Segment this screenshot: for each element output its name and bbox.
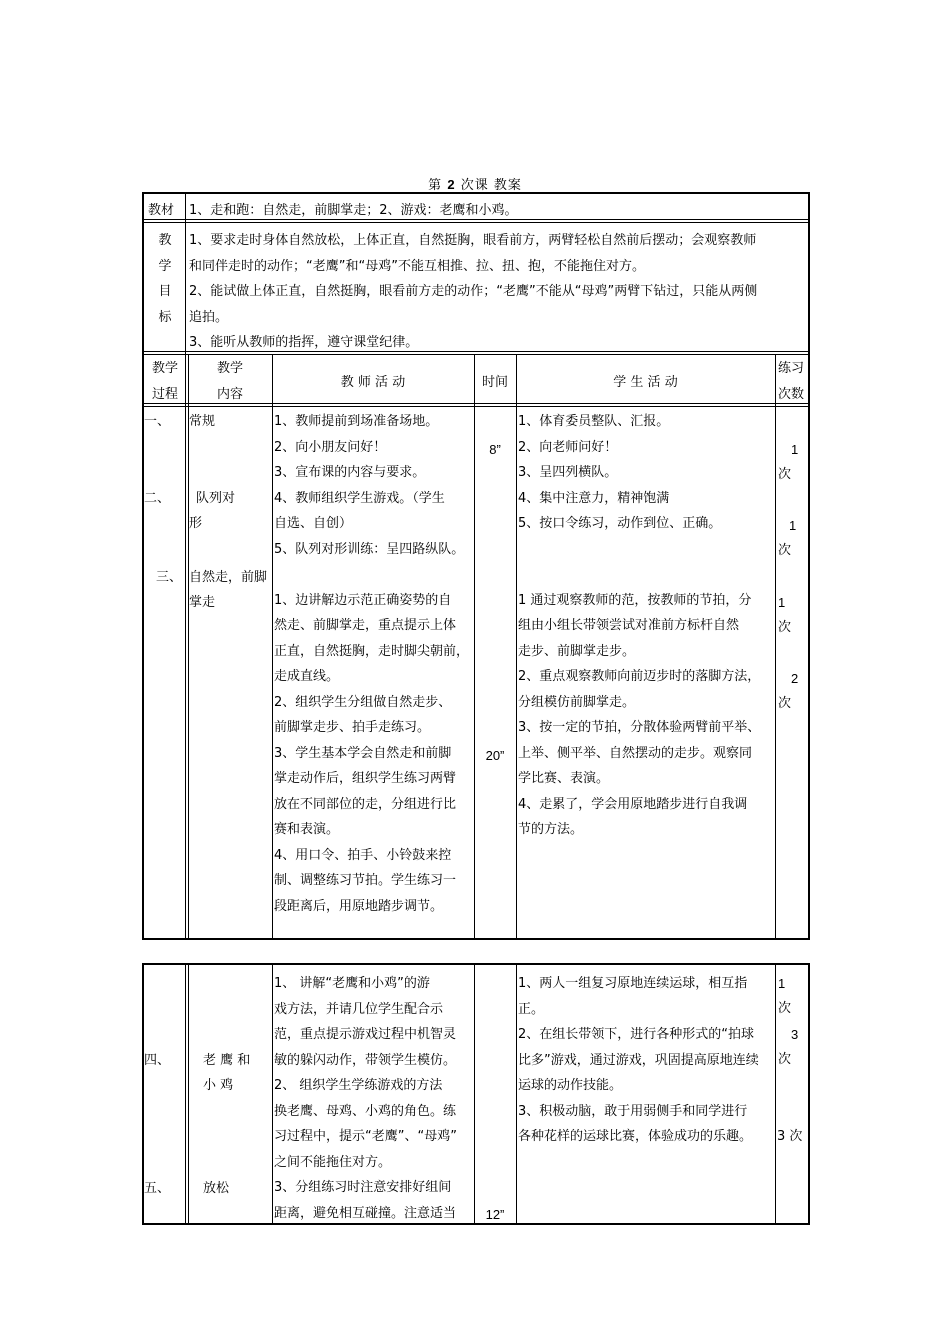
- header-process-line: 教学: [151, 361, 178, 376]
- teacher-line: 段距离后，用原地踏步调节。: [274, 898, 444, 914]
- teacher-line: 换老鹰、母鸡、小鸡的角色。练: [274, 1103, 457, 1119]
- student-line: 比多”游戏，通过游戏，巩固提高原地连续: [518, 1052, 759, 1068]
- teacher-line: 2、向小朋友问好！: [274, 439, 387, 455]
- process-step-3: 三、: [156, 570, 183, 585]
- count-unit: 次: [778, 1001, 792, 1016]
- student-line: 1 通过观察教师的范，按教师的节拍，分: [518, 592, 752, 608]
- divider: [143, 222, 808, 223]
- teacher-line: 5、队列对形训练：呈四路纵队。: [274, 541, 465, 557]
- count-value: 3: [791, 1027, 799, 1042]
- material-label: 教材: [148, 203, 175, 218]
- time-value: 12”: [485, 1207, 505, 1222]
- header-process-line: 过程: [151, 386, 178, 402]
- student-line: 2、重点观察教师向前迈步时的落脚方法，: [518, 669, 761, 684]
- goals-label-char: 学: [158, 258, 172, 274]
- goals-text: [189, 228, 809, 356]
- teacher-line: 正直，自然挺胸，走时脚尖朝前，: [274, 643, 470, 659]
- count-value: 2: [791, 671, 799, 686]
- student-line: 学比赛、表演。: [518, 771, 610, 786]
- content-item: 小 鸡: [203, 1078, 234, 1093]
- goal-line: 3、能听从教师的指挥，遵守课堂纪律。: [189, 335, 419, 350]
- teacher-line: 前脚掌走步、拍手走练习。: [274, 720, 431, 735]
- count-unit: 次: [778, 696, 792, 711]
- student-line: 3、呈四列横队。: [518, 465, 618, 480]
- teacher-line: 2、 组织学生学练游戏的方法: [274, 1078, 443, 1093]
- teacher-line: 3、分组练习时注意安排好组间: [274, 1180, 452, 1195]
- title-suffix: 次课 教案: [460, 178, 522, 193]
- teacher-line: 敏的躲闪动作，带领学生模仿。: [274, 1052, 457, 1068]
- student-line: 2、向老师问好！: [518, 439, 618, 455]
- teacher-line: 之间不能拖住对方。: [274, 1154, 392, 1170]
- goal-line: 1、要求走时身体自然放松，上体正直，自然挺胸，眼看前方，两臂轻松自然前后摆动；会观察教师: [189, 233, 757, 248]
- student-line: 组由小组长带领尝试对准前方标杆自然: [518, 618, 740, 633]
- teacher-activities-1: [274, 409, 478, 919]
- process-step-2: 二、: [144, 491, 171, 506]
- header-content-line: 内容: [216, 386, 243, 402]
- header-time: 时间: [481, 375, 508, 390]
- student-line: 运球的动作技能。: [518, 1078, 623, 1093]
- time-value: 20”: [485, 748, 505, 763]
- count-value: 1: [778, 595, 786, 610]
- divider: [185, 193, 186, 938]
- divider: [188, 964, 189, 1223]
- header-count-line: 次数: [778, 386, 805, 402]
- teacher-line: [274, 562, 478, 588]
- count-value: 1: [789, 518, 797, 533]
- teacher-line: 赛和表演。: [274, 822, 340, 837]
- divider: [272, 964, 273, 1223]
- goals-label-char: 教: [158, 233, 172, 248]
- goals-label-char: 目: [158, 284, 172, 299]
- content-item: 掌走: [189, 595, 216, 610]
- goals-label-char: 标: [158, 309, 172, 325]
- student-line: 1、两人一组复习原地连续运球，相互指: [518, 976, 748, 991]
- teacher-line: 1、边讲解边示范正确姿势的自: [274, 592, 452, 608]
- time-value: 8”: [489, 442, 501, 457]
- teacher-line: 习过程中，提示“老鹰”、“母鸡”: [274, 1129, 457, 1144]
- header-student: 学 生 活 动: [613, 375, 678, 390]
- divider: [188, 354, 189, 938]
- student-line: [518, 537, 780, 563]
- header-content: [188, 356, 272, 407]
- student-line: 4、走累了，学会用原地踏步进行自我调: [518, 796, 748, 812]
- material-text: 1、走和跑：自然走，前脚掌走；2、游戏：老鹰和小鸡。: [189, 203, 518, 218]
- student-line: [518, 562, 780, 588]
- divider: [516, 354, 517, 938]
- student-line: 走步、前脚掌走步。: [518, 643, 636, 659]
- header-count-line: 练习: [778, 361, 805, 376]
- teacher-activities-2: [274, 971, 478, 1226]
- teacher-line: 掌走动作后，组织学生练习两臂: [274, 771, 457, 786]
- teacher-line: 3、宣布课的内容与要求。: [274, 465, 426, 480]
- teacher-line: 1、 讲解“老鹰和小鸡”的游: [274, 976, 430, 991]
- student-activities-1: [518, 409, 780, 843]
- teacher-line: 距离，避免相互碰撞。注意适当: [274, 1205, 457, 1221]
- process-step-4: 四、: [144, 1053, 171, 1068]
- goal-line: 和同伴走时的动作；“老鹰”和“母鸡”不能互相推、拉、扭、抱，不能拖住对方。: [189, 258, 645, 274]
- teacher-line: 戏方法，并请几位学生配合示: [274, 1001, 444, 1017]
- content-item: 形: [189, 516, 203, 531]
- content-item: 老 鹰 和: [203, 1053, 251, 1068]
- student-line: 2、在组长带领下，进行各种形式的“拍球: [518, 1027, 755, 1042]
- content-item: 常规: [189, 414, 216, 429]
- student-line: 4、集中注意力，精神饱满: [518, 490, 670, 506]
- teacher-line: 3、学生基本学会自然走和前脚: [274, 745, 452, 761]
- teacher-line: 1、教师提前到场准备场地。: [274, 414, 439, 429]
- student-line: 各种花样的运球比赛，体验成功的乐趣。: [518, 1129, 753, 1144]
- student-activities-2: [518, 971, 780, 1150]
- teacher-line: 自选、自创）: [274, 516, 353, 531]
- goal-line: 2、能试做上体正直，自然挺胸，眼看前方走的动作；“老鹰”不能从“母鸡”两臂下钻过，只能从两侧: [189, 284, 758, 299]
- content-item: 自然走，前脚: [189, 570, 268, 585]
- count-value: 3 次: [777, 1129, 803, 1144]
- student-line: 分组模仿前脚掌走。: [518, 694, 636, 710]
- teacher-line: 范，重点提示游戏过程中机智灵: [274, 1027, 457, 1042]
- teacher-line: 制、调整练习节拍。学生练习一: [274, 873, 457, 888]
- count-unit: 次: [778, 620, 792, 635]
- divider: [272, 354, 273, 938]
- title-number: 2: [447, 177, 456, 192]
- student-line: 3、按一定的节拍，分散体验两臂前平举、: [518, 720, 761, 735]
- count-unit: 次: [778, 1052, 792, 1067]
- process-step-5: 五、: [144, 1181, 171, 1196]
- header-process: [143, 356, 187, 407]
- count-value: 1: [778, 976, 786, 991]
- teacher-line: 然走、前脚掌走，重点提示上体: [274, 618, 457, 633]
- student-line: 3、积极动脑，敢于用弱侧手和同学进行: [518, 1103, 748, 1119]
- content-item: 队列对: [196, 491, 236, 506]
- teacher-line: 4、用口令、拍手、小铃鼓来控: [274, 847, 452, 863]
- content-item: 放松: [203, 1181, 230, 1196]
- student-line: 上举、侧平举、自然摆动的走步。观察同: [518, 745, 753, 761]
- header-count: [778, 356, 808, 407]
- student-line: 5、按口令练习，动作到位、正确。: [518, 516, 722, 531]
- count-unit: 次: [778, 467, 792, 482]
- student-line: 正。: [518, 1001, 545, 1017]
- teacher-line: 2、组织学生分组做自然走步、: [274, 694, 452, 710]
- process-step-1: 一、: [144, 414, 171, 429]
- student-line: 节的方法。: [518, 822, 584, 837]
- goals-label: [146, 228, 184, 330]
- student-line: 1、体育委员整队、汇报。: [518, 414, 670, 429]
- divider: [516, 964, 517, 1223]
- count-unit: 次: [778, 543, 792, 558]
- count-value: 1: [791, 442, 799, 457]
- header-teacher: 教 师 活 动: [340, 375, 406, 390]
- goal-line: 追拍。: [189, 309, 229, 325]
- title-prefix: 第: [428, 178, 443, 193]
- teacher-line: 放在不同部位的走，分组进行比: [274, 796, 457, 812]
- teacher-line: 4、教师组织学生游戏。（学生: [274, 490, 445, 506]
- lesson-plan-title: [0, 174, 950, 193]
- header-content-line: 教学: [216, 361, 243, 376]
- divider: [185, 964, 186, 1223]
- teacher-line: 走成直线。: [274, 669, 340, 684]
